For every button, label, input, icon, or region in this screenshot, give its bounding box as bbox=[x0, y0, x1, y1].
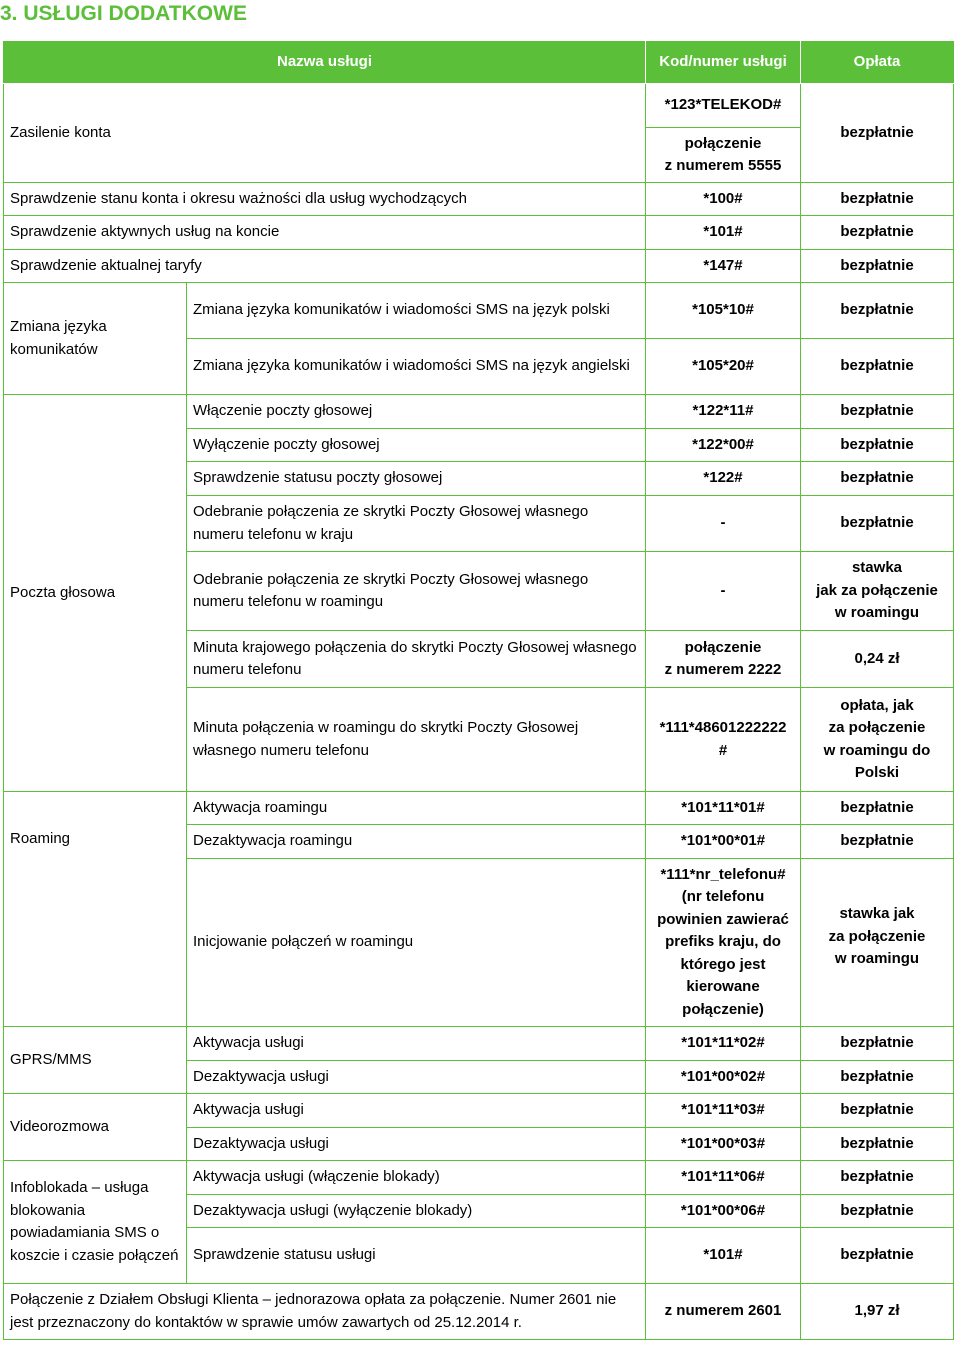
row-name: Aktywacja roamingu bbox=[187, 792, 646, 825]
row-code: *105*20# bbox=[646, 339, 801, 395]
header-fee: Opłata bbox=[801, 42, 954, 84]
row-code bbox=[646, 859, 801, 1027]
row-code: *101*00*06# bbox=[646, 1195, 801, 1228]
row-name: Wyłączenie poczty głosowej bbox=[187, 429, 646, 462]
fee-line: za połączenie bbox=[828, 927, 926, 945]
header-code: Kod/numer usługi bbox=[646, 42, 801, 84]
row-name: Dezaktywacja usługi bbox=[187, 1128, 646, 1161]
table-row bbox=[4, 250, 954, 283]
code-line: (nr telefonu bbox=[681, 888, 765, 906]
code-line: # bbox=[718, 741, 728, 759]
header-name: Nazwa usługi bbox=[4, 42, 646, 84]
row-fee: bezpłatnie bbox=[801, 84, 954, 183]
group-name: Infoblokada – usługa blokowania powiadamiania SMS o koszcie i czasie połączeń bbox=[4, 1161, 187, 1284]
row-fee bbox=[801, 859, 954, 1027]
fee-line: za połączenie bbox=[828, 719, 926, 736]
fee-line: stawka bbox=[851, 559, 903, 577]
row-name: Minuta połączenia w roamingu do skrytki Poczty Głosowej własnego numeru telefonu bbox=[187, 688, 646, 792]
row-name: Zmiana języka komunikatów i wiadomości SMS na język polski bbox=[187, 283, 646, 339]
code-line: z numerem 2222 bbox=[664, 661, 782, 678]
row-name: Zmiana języka komunikatów i wiadomości SMS na język angielski bbox=[187, 339, 646, 395]
fee-line: opłata, jak bbox=[840, 696, 914, 714]
section-heading: 3. USŁUGI DODATKOWE bbox=[0, 2, 247, 25]
row-fee: bezpłatnie bbox=[801, 429, 954, 462]
row-fee: bezpłatnie bbox=[801, 462, 954, 496]
row-fee: bezpłatnie bbox=[801, 339, 954, 395]
fee-line: stawka jak bbox=[839, 905, 915, 922]
row-name: Sprawdzenie stanu konta i okresu ważności dla usług wychodzących bbox=[4, 183, 646, 216]
row-fee: bezpłatnie bbox=[801, 1061, 954, 1094]
code-line: *111*nr_telefonu# bbox=[660, 865, 786, 883]
row-fee: bezpłatnie bbox=[801, 1161, 954, 1195]
table-row bbox=[4, 792, 954, 825]
row-fee: 0,24 zł bbox=[801, 631, 954, 688]
code-line: powinien zawierać bbox=[657, 910, 789, 928]
fee-line: w roamingu do bbox=[823, 741, 931, 759]
row-fee: bezpłatnie bbox=[801, 216, 954, 250]
row-fee: bezpłatnie bbox=[801, 1195, 954, 1228]
row-code: *101# bbox=[646, 216, 801, 250]
row-code: *101*11*02# bbox=[646, 1027, 801, 1061]
row-fee: bezpłatnie bbox=[801, 283, 954, 339]
row-name: Inicjowanie połączeń w roamingu bbox=[187, 859, 646, 1027]
table-row bbox=[4, 84, 954, 128]
row-code: *147# bbox=[646, 250, 801, 283]
row-fee: bezpłatnie bbox=[801, 1128, 954, 1161]
row-code: *101*11*03# bbox=[646, 1094, 801, 1128]
row-fee: bezpłatnie bbox=[801, 1094, 954, 1128]
code-line: połączenie) bbox=[682, 1000, 764, 1018]
row-name: Sprawdzenie aktualnej taryfy bbox=[4, 250, 646, 283]
table-row bbox=[4, 216, 954, 250]
table-row bbox=[4, 283, 954, 339]
table-row bbox=[4, 1161, 954, 1195]
code-line: którego jest bbox=[680, 955, 766, 973]
row-code: *122*00# bbox=[646, 429, 801, 462]
row-code: *101*11*01# bbox=[646, 792, 801, 825]
row-code: *101*00*01# bbox=[646, 825, 801, 859]
row-fee bbox=[801, 688, 954, 792]
row-code: z numerem 2601 bbox=[646, 1284, 801, 1340]
row-name: Odebranie połączenia ze skrytki Poczty Głosowej własnego numeru telefonu w kraju bbox=[187, 496, 646, 552]
row-name: Sprawdzenie statusu poczty głosowej bbox=[187, 462, 646, 496]
row-code: *105*10# bbox=[646, 283, 801, 339]
group-name: GPRS/MMS bbox=[4, 1027, 187, 1094]
row-fee: bezpłatnie bbox=[801, 183, 954, 216]
row-code: *123*TELEKOD# bbox=[646, 84, 801, 128]
row-name: Dezaktywacja roamingu bbox=[187, 825, 646, 859]
row-fee: bezpłatnie bbox=[801, 825, 954, 859]
row-name: Aktywacja usługi (włączenie blokady) bbox=[187, 1161, 646, 1195]
row-name: Minuta krajowego połączenia do skrytki Poczty Głosowej własnego numeru telefonu bbox=[187, 631, 646, 688]
row-code bbox=[646, 688, 801, 792]
code-line: *111*48601222222 bbox=[659, 719, 787, 736]
code-line: kierowane bbox=[686, 978, 760, 996]
table-header-row bbox=[4, 42, 954, 84]
row-fee: bezpłatnie bbox=[801, 250, 954, 283]
row-code: *122*11# bbox=[646, 395, 801, 429]
fee-line: jak za połączenie bbox=[816, 581, 938, 599]
row-fee: 1,97 zł bbox=[801, 1284, 954, 1340]
row-code: *100# bbox=[646, 183, 801, 216]
row-name: Zasilenie konta bbox=[4, 84, 646, 183]
row-fee: bezpłatnie bbox=[801, 1228, 954, 1284]
fee-line: w roamingu bbox=[834, 950, 920, 967]
row-name: Połączenie z Działem Obsługi Klienta – jednorazowa opłata za połączenie. Numer 2601 nie jest przeznaczony do kontaktów w sprawie umów zawartych od 25.12.2014 r. bbox=[4, 1284, 646, 1340]
row-name: Aktywacja usługi bbox=[187, 1027, 646, 1061]
fee-line: Polski bbox=[854, 764, 900, 781]
row-code: - bbox=[646, 496, 801, 552]
row-name: Odebranie połączenia ze skrytki Poczty Głosowej własnego numeru telefonu w roamingu bbox=[187, 552, 646, 631]
row-name: Włączenie poczty głosowej bbox=[187, 395, 646, 429]
table-row bbox=[4, 183, 954, 216]
row-fee: bezpłatnie bbox=[801, 496, 954, 552]
group-name: Poczta głosowa bbox=[4, 395, 187, 792]
row-fee: bezpłatnie bbox=[801, 792, 954, 825]
group-name: Roaming bbox=[4, 792, 187, 1027]
row-fee: bezpłatnie bbox=[801, 395, 954, 429]
table-row bbox=[4, 1094, 954, 1128]
row-code: *101*00*02# bbox=[646, 1061, 801, 1094]
group-name: Zmiana języka komunikatów bbox=[4, 283, 187, 395]
code-line: połączenie bbox=[684, 638, 762, 656]
code-line: z numerem 5555 bbox=[664, 157, 782, 174]
row-name: Sprawdzenie aktywnych usług na koncie bbox=[4, 216, 646, 250]
fee-line: w roamingu bbox=[834, 604, 920, 622]
row-code: - bbox=[646, 552, 801, 631]
row-name: Sprawdzenie statusu usługi bbox=[187, 1228, 646, 1284]
services-table bbox=[3, 41, 954, 1340]
row-code bbox=[646, 631, 801, 688]
row-code bbox=[646, 128, 801, 183]
table-row bbox=[4, 395, 954, 429]
row-code: *101*11*06# bbox=[646, 1161, 801, 1195]
group-name: Videorozmowa bbox=[4, 1094, 187, 1161]
row-fee bbox=[801, 552, 954, 631]
code-line: prefiks kraju, do bbox=[665, 933, 781, 951]
row-name: Aktywacja usługi bbox=[187, 1094, 646, 1128]
row-code: *101# bbox=[646, 1228, 801, 1284]
row-name: Dezaktywacja usługi bbox=[187, 1061, 646, 1094]
row-code: *101*00*03# bbox=[646, 1128, 801, 1161]
table-row bbox=[4, 1027, 954, 1061]
row-name: Dezaktywacja usługi (wyłączenie blokady) bbox=[187, 1195, 646, 1228]
table-row bbox=[4, 1284, 954, 1340]
code-line: połączenie bbox=[684, 134, 762, 152]
row-code: *122# bbox=[646, 462, 801, 496]
row-fee: bezpłatnie bbox=[801, 1027, 954, 1061]
